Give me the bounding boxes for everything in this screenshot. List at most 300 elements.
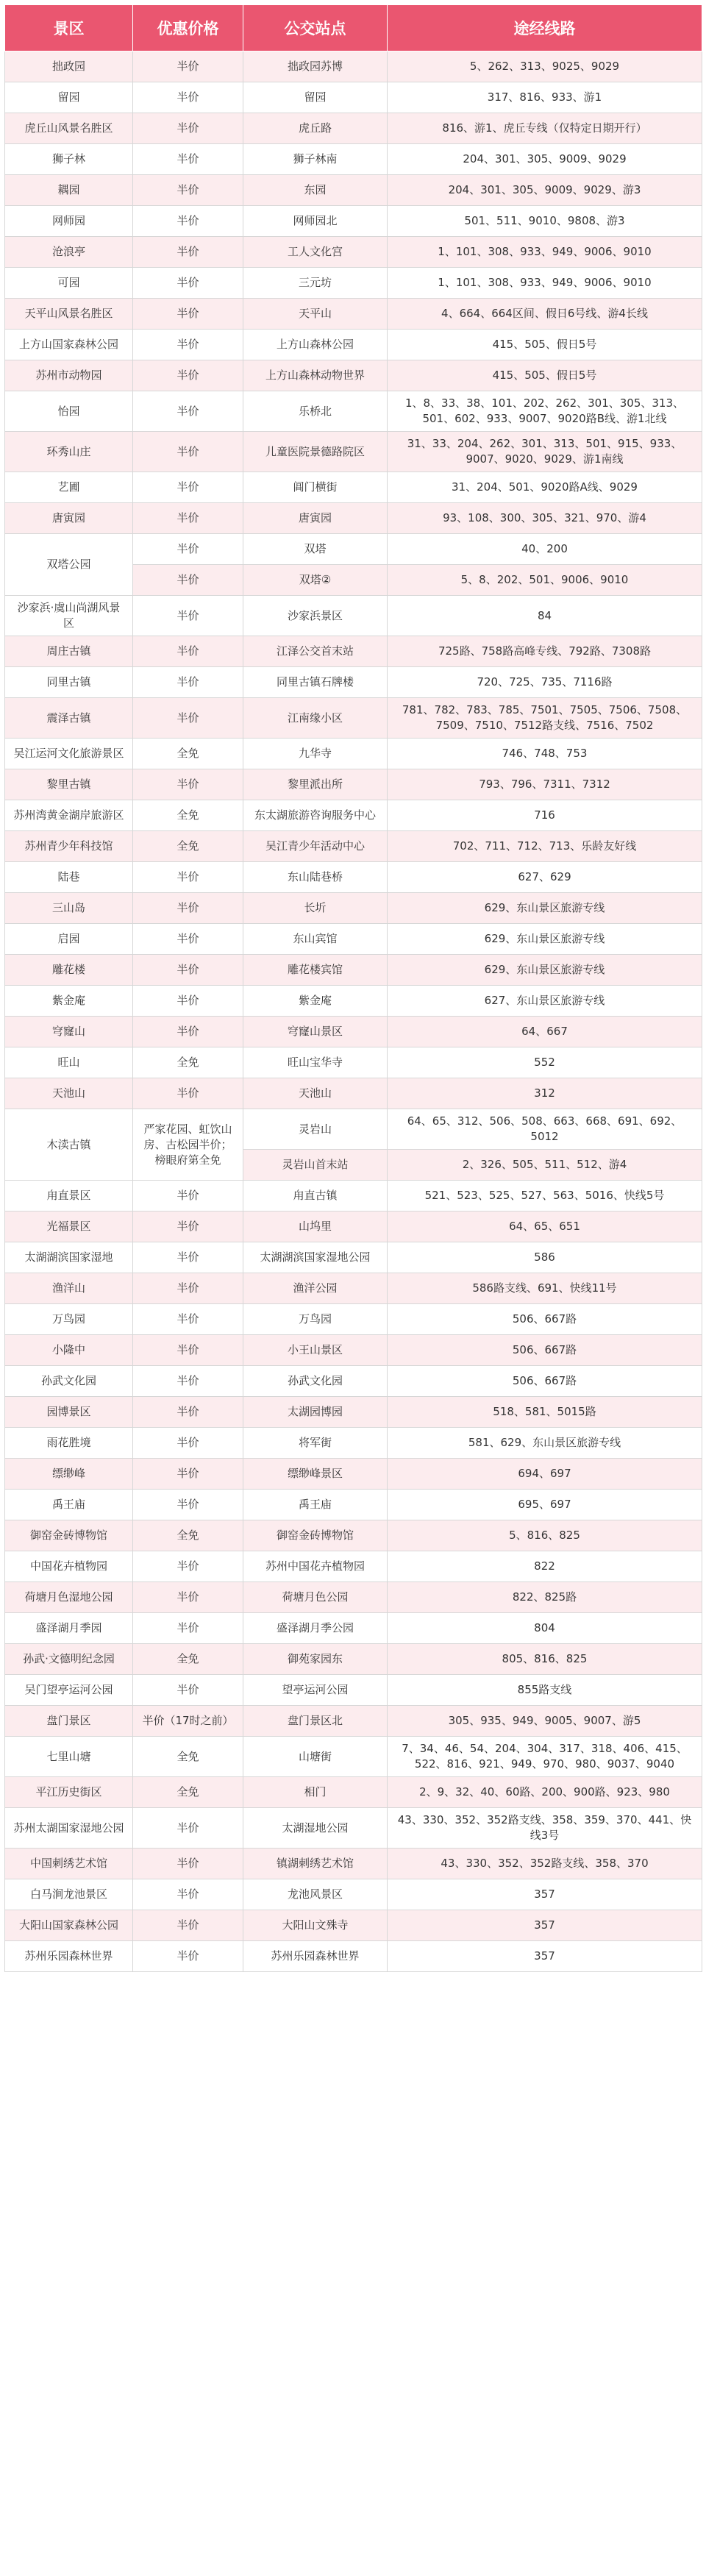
discount: 半价 xyxy=(133,1397,243,1428)
attraction-name: 禹王庙 xyxy=(5,1490,133,1520)
attraction-table xyxy=(4,4,702,1972)
routes: 627、629 xyxy=(388,862,702,893)
discount: 半价 xyxy=(133,698,243,739)
table-row xyxy=(5,237,702,268)
routes: 781、782、783、785、7501、7505、7506、7508、7509、7510、7512路支线、7516、7502 xyxy=(388,698,702,739)
bus-stop: 吴江青少年活动中心 xyxy=(243,831,388,862)
table-body xyxy=(5,51,702,1972)
table-row xyxy=(5,391,702,432)
attraction-name: 苏州市动物园 xyxy=(5,360,133,391)
routes: 793、796、7311、7312 xyxy=(388,769,702,800)
attraction-name: 苏州青少年科技馆 xyxy=(5,831,133,862)
attraction-name: 吴门望亭运河公园 xyxy=(5,1675,133,1706)
attraction-name: 艺圃 xyxy=(5,472,133,503)
discount: 半价 xyxy=(133,1551,243,1582)
attraction-name: 甪直景区 xyxy=(5,1181,133,1211)
discount: 半价 xyxy=(133,1366,243,1397)
discount: 半价 xyxy=(133,955,243,986)
attraction-name: 缥缈峰 xyxy=(5,1459,133,1490)
discount: 半价 xyxy=(133,360,243,391)
bus-stop: 灵岩山首末站 xyxy=(243,1150,388,1181)
routes: 816、游1、虎丘专线（仅特定日期开行） xyxy=(388,113,702,144)
attraction-name: 拙政园 xyxy=(5,51,133,82)
routes: 31、33、204、262、301、313、501、915、933、9007、9020、9029、游1南线 xyxy=(388,432,702,472)
table-row xyxy=(5,769,702,800)
table-row xyxy=(5,534,702,565)
routes: 7、34、46、54、204、304、317、318、406、415、522、816、921、949、970、980、9037、9040 xyxy=(388,1737,702,1777)
bus-stop: 上方山森林公园 xyxy=(243,330,388,360)
table-row xyxy=(5,739,702,769)
discount: 半价 xyxy=(133,1335,243,1366)
bus-stop: 穹窿山景区 xyxy=(243,1017,388,1047)
bus-stop: 阊门横街 xyxy=(243,472,388,503)
discount: 半价 xyxy=(133,1242,243,1273)
table-row xyxy=(5,955,702,986)
discount: 半价 xyxy=(133,1211,243,1242)
bus-stop: 山坞里 xyxy=(243,1211,388,1242)
bus-stop: 御窑金砖博物馆 xyxy=(243,1520,388,1551)
discount: 全免 xyxy=(133,1644,243,1675)
routes: 521、523、525、527、563、5016、快线5号 xyxy=(388,1181,702,1211)
attraction-name: 御窑金砖博物馆 xyxy=(5,1520,133,1551)
discount: 严家花园、虹饮山房、古松园半价；榜眼府第全免 xyxy=(133,1109,243,1181)
attraction-name: 孙武文化园 xyxy=(5,1366,133,1397)
attraction-name: 震泽古镇 xyxy=(5,698,133,739)
attraction-name: 中国花卉植物园 xyxy=(5,1551,133,1582)
routes: 720、725、735、7116路 xyxy=(388,667,702,698)
discount: 半价 xyxy=(133,667,243,698)
bus-stop: 镇湖刺绣艺术馆 xyxy=(243,1849,388,1879)
discount: 半价 xyxy=(133,299,243,330)
table-row xyxy=(5,893,702,924)
table-row xyxy=(5,144,702,175)
header-routes: 途经线路 xyxy=(388,5,702,51)
attraction-name: 同里古镇 xyxy=(5,667,133,698)
attraction-name: 盛泽湖月季园 xyxy=(5,1613,133,1644)
table-row xyxy=(5,206,702,237)
discount: 半价 xyxy=(133,1304,243,1335)
table-row xyxy=(5,1582,702,1613)
attraction-name: 黎里古镇 xyxy=(5,769,133,800)
discount: 全免 xyxy=(133,1520,243,1551)
discount: 半价 xyxy=(133,51,243,82)
bus-stop: 留园 xyxy=(243,82,388,113)
routes: 43、330、352、352路支线、358、359、370、441、快线3号 xyxy=(388,1808,702,1849)
table-row xyxy=(5,1490,702,1520)
attraction-name: 唐寅园 xyxy=(5,503,133,534)
table-row xyxy=(5,1551,702,1582)
routes: 1、101、308、933、949、9006、9010 xyxy=(388,237,702,268)
header-discount: 优惠价格 xyxy=(133,5,243,51)
routes: 84 xyxy=(388,596,702,636)
table-row xyxy=(5,1273,702,1304)
bus-stop: 三元坊 xyxy=(243,268,388,299)
table-row xyxy=(5,175,702,206)
bus-stop: 盘门景区北 xyxy=(243,1706,388,1737)
table-row xyxy=(5,1459,702,1490)
discount: 半价 xyxy=(133,1879,243,1910)
routes: 694、697 xyxy=(388,1459,702,1490)
bus-stop: 禹王庙 xyxy=(243,1490,388,1520)
bus-stop: 灵岩山 xyxy=(243,1109,388,1150)
table-row xyxy=(5,1520,702,1551)
routes: 415、505、假日5号 xyxy=(388,330,702,360)
discount: 半价 xyxy=(133,1459,243,1490)
table-row xyxy=(5,1777,702,1808)
attraction-name: 天平山风景名胜区 xyxy=(5,299,133,330)
discount: 全免 xyxy=(133,831,243,862)
discount: 半价（17时之前） xyxy=(133,1706,243,1737)
attraction-name: 网师园 xyxy=(5,206,133,237)
table-row xyxy=(5,1017,702,1047)
bus-stop: 苏州乐园森林世界 xyxy=(243,1941,388,1972)
bus-stop: 东太湖旅游咨询服务中心 xyxy=(243,800,388,831)
table-row xyxy=(5,1428,702,1459)
attraction-name: 周庄古镇 xyxy=(5,636,133,667)
table-container xyxy=(4,4,702,1972)
bus-stop: 长圻 xyxy=(243,893,388,924)
table-row xyxy=(5,1366,702,1397)
discount: 半价 xyxy=(133,82,243,113)
routes: 93、108、300、305、321、970、游4 xyxy=(388,503,702,534)
attraction-name: 白马涧龙池景区 xyxy=(5,1879,133,1910)
bus-stop: 万鸟园 xyxy=(243,1304,388,1335)
bus-stop: 双塔 xyxy=(243,534,388,565)
table-row xyxy=(5,831,702,862)
routes: 312 xyxy=(388,1078,702,1109)
discount: 半价 xyxy=(133,1941,243,1972)
header-bus-stop: 公交站点 xyxy=(243,5,388,51)
discount: 半价 xyxy=(133,924,243,955)
routes: 43、330、352、352路支线、358、370 xyxy=(388,1849,702,1879)
discount: 半价 xyxy=(133,862,243,893)
table-row xyxy=(5,1304,702,1335)
bus-stop: 黎里派出所 xyxy=(243,769,388,800)
routes: 695、697 xyxy=(388,1490,702,1520)
discount: 半价 xyxy=(133,986,243,1017)
attraction-name: 启园 xyxy=(5,924,133,955)
routes: 822、825路 xyxy=(388,1582,702,1613)
discount: 半价 xyxy=(133,472,243,503)
attraction-name: 七里山塘 xyxy=(5,1737,133,1777)
bus-stop: 唐寅园 xyxy=(243,503,388,534)
routes: 627、东山景区旅游专线 xyxy=(388,986,702,1017)
attraction-name: 可园 xyxy=(5,268,133,299)
bus-stop: 虎丘路 xyxy=(243,113,388,144)
routes: 629、东山景区旅游专线 xyxy=(388,924,702,955)
table-row xyxy=(5,268,702,299)
discount: 全免 xyxy=(133,800,243,831)
routes: 204、301、305、9009、9029、游3 xyxy=(388,175,702,206)
routes: 804 xyxy=(388,1613,702,1644)
bus-stop: 双塔② xyxy=(243,565,388,596)
attraction-name: 荷塘月色湿地公园 xyxy=(5,1582,133,1613)
attraction-name: 双塔公园 xyxy=(5,534,133,596)
attraction-name: 苏州湾黄金湖岸旅游区 xyxy=(5,800,133,831)
bus-stop: 旺山宝华寺 xyxy=(243,1047,388,1078)
attraction-name: 天池山 xyxy=(5,1078,133,1109)
discount: 半价 xyxy=(133,1273,243,1304)
bus-stop: 太湖湿地公园 xyxy=(243,1808,388,1849)
routes: 1、101、308、933、949、9006、9010 xyxy=(388,268,702,299)
attraction-name: 三山岛 xyxy=(5,893,133,924)
attraction-name: 耦园 xyxy=(5,175,133,206)
table-row xyxy=(5,1335,702,1366)
routes: 822 xyxy=(388,1551,702,1582)
discount: 半价 xyxy=(133,1181,243,1211)
routes: 357 xyxy=(388,1941,702,1972)
table-row xyxy=(5,113,702,144)
table-row xyxy=(5,1242,702,1273)
attraction-name: 吴江运河文化旅游景区 xyxy=(5,739,133,769)
attraction-name: 木渎古镇 xyxy=(5,1109,133,1181)
bus-stop: 江南缘小区 xyxy=(243,698,388,739)
bus-stop: 太湖湖滨国家湿地公园 xyxy=(243,1242,388,1273)
attraction-name: 万鸟园 xyxy=(5,1304,133,1335)
discount: 半价 xyxy=(133,1582,243,1613)
bus-stop: 网师园北 xyxy=(243,206,388,237)
routes: 64、65、651 xyxy=(388,1211,702,1242)
bus-stop: 龙池风景区 xyxy=(243,1879,388,1910)
attraction-name: 上方山国家森林公园 xyxy=(5,330,133,360)
bus-stop: 紫金庵 xyxy=(243,986,388,1017)
table-row xyxy=(5,1706,702,1737)
bus-stop: 东园 xyxy=(243,175,388,206)
discount: 半价 xyxy=(133,1017,243,1047)
routes: 855路支线 xyxy=(388,1675,702,1706)
bus-stop: 盛泽湖月季公园 xyxy=(243,1613,388,1644)
routes: 415、505、假日5号 xyxy=(388,360,702,391)
attraction-name: 苏州乐园森林世界 xyxy=(5,1941,133,1972)
table-row xyxy=(5,1047,702,1078)
bus-stop: 上方山森林动物世界 xyxy=(243,360,388,391)
header-attraction: 景区 xyxy=(5,5,133,51)
routes: 506、667路 xyxy=(388,1335,702,1366)
table-row xyxy=(5,1211,702,1242)
routes: 40、200 xyxy=(388,534,702,565)
table-row xyxy=(5,432,702,472)
table-row xyxy=(5,636,702,667)
routes: 702、711、712、713、乐龄友好线 xyxy=(388,831,702,862)
table-row xyxy=(5,82,702,113)
attraction-name: 虎丘山风景名胜区 xyxy=(5,113,133,144)
discount: 半价 xyxy=(133,175,243,206)
discount: 半价 xyxy=(133,330,243,360)
attraction-name: 狮子林 xyxy=(5,144,133,175)
routes: 64、667 xyxy=(388,1017,702,1047)
bus-stop: 雕花楼宾馆 xyxy=(243,955,388,986)
routes: 4、664、664区间、假日6号线、游4长线 xyxy=(388,299,702,330)
discount: 半价 xyxy=(133,1675,243,1706)
table-row xyxy=(5,1109,702,1150)
table-row xyxy=(5,472,702,503)
table-row xyxy=(5,698,702,739)
routes: 317、816、933、游1 xyxy=(388,82,702,113)
discount: 全免 xyxy=(133,1777,243,1808)
bus-stop: 东山宾馆 xyxy=(243,924,388,955)
attraction-name: 盘门景区 xyxy=(5,1706,133,1737)
attraction-name: 沧浪亭 xyxy=(5,237,133,268)
routes: 629、东山景区旅游专线 xyxy=(388,893,702,924)
attraction-name: 苏州太湖国家湿地公园 xyxy=(5,1808,133,1849)
bus-stop: 江泽公交首末站 xyxy=(243,636,388,667)
bus-stop: 天平山 xyxy=(243,299,388,330)
bus-stop: 御苑家园东 xyxy=(243,1644,388,1675)
attraction-name: 渔洋山 xyxy=(5,1273,133,1304)
table-row xyxy=(5,1941,702,1972)
table-row xyxy=(5,1613,702,1644)
table-row xyxy=(5,1644,702,1675)
routes: 716 xyxy=(388,800,702,831)
bus-stop: 渔洋公园 xyxy=(243,1273,388,1304)
discount: 半价 xyxy=(133,769,243,800)
table-row xyxy=(5,1808,702,1849)
bus-stop: 孙武文化园 xyxy=(243,1366,388,1397)
table-row xyxy=(5,360,702,391)
routes: 805、816、825 xyxy=(388,1644,702,1675)
routes: 746、748、753 xyxy=(388,739,702,769)
routes: 64、65、312、506、508、663、668、691、692、5012 xyxy=(388,1109,702,1150)
routes: 305、935、949、9005、9007、游5 xyxy=(388,1706,702,1737)
routes: 31、204、501、9020路A线、9029 xyxy=(388,472,702,503)
routes: 5、816、825 xyxy=(388,1520,702,1551)
routes: 2、9、32、40、60路、200、900路、923、980 xyxy=(388,1777,702,1808)
discount: 半价 xyxy=(133,1078,243,1109)
discount: 半价 xyxy=(133,113,243,144)
table-row xyxy=(5,1879,702,1910)
routes: 629、东山景区旅游专线 xyxy=(388,955,702,986)
discount: 半价 xyxy=(133,1808,243,1849)
attraction-name: 怡园 xyxy=(5,391,133,432)
routes: 357 xyxy=(388,1910,702,1941)
table-row xyxy=(5,1849,702,1879)
table-row xyxy=(5,1181,702,1211)
table-row xyxy=(5,299,702,330)
bus-stop: 拙政园苏博 xyxy=(243,51,388,82)
routes: 552 xyxy=(388,1047,702,1078)
routes: 586路支线、691、快线11号 xyxy=(388,1273,702,1304)
table-row xyxy=(5,596,702,636)
discount: 半价 xyxy=(133,206,243,237)
attraction-name: 孙武·文德明纪念园 xyxy=(5,1644,133,1675)
discount: 半价 xyxy=(133,268,243,299)
discount: 半价 xyxy=(133,565,243,596)
bus-stop: 望亭运河公园 xyxy=(243,1675,388,1706)
attraction-name: 雕花楼 xyxy=(5,955,133,986)
bus-stop: 苏州中国花卉植物园 xyxy=(243,1551,388,1582)
discount: 半价 xyxy=(133,1428,243,1459)
discount: 半价 xyxy=(133,432,243,472)
bus-stop: 山塘街 xyxy=(243,1737,388,1777)
discount: 半价 xyxy=(133,1490,243,1520)
attraction-name: 小隆中 xyxy=(5,1335,133,1366)
header-row xyxy=(5,5,702,51)
discount: 半价 xyxy=(133,1849,243,1879)
discount: 半价 xyxy=(133,237,243,268)
attraction-name: 大阳山国家森林公园 xyxy=(5,1910,133,1941)
discount: 半价 xyxy=(133,144,243,175)
table-row xyxy=(5,330,702,360)
attraction-name: 旺山 xyxy=(5,1047,133,1078)
bus-stop: 乐桥北 xyxy=(243,391,388,432)
routes: 5、8、202、501、9006、9010 xyxy=(388,565,702,596)
bus-stop: 狮子林南 xyxy=(243,144,388,175)
attraction-name: 陆巷 xyxy=(5,862,133,893)
discount: 半价 xyxy=(133,391,243,432)
discount: 全免 xyxy=(133,1047,243,1078)
bus-stop: 小王山景区 xyxy=(243,1335,388,1366)
bus-stop: 天池山 xyxy=(243,1078,388,1109)
routes: 357 xyxy=(388,1879,702,1910)
table-row xyxy=(5,51,702,82)
bus-stop: 将军街 xyxy=(243,1428,388,1459)
bus-stop: 相门 xyxy=(243,1777,388,1808)
discount: 半价 xyxy=(133,1613,243,1644)
attraction-name: 穹窿山 xyxy=(5,1017,133,1047)
table-row xyxy=(5,1397,702,1428)
discount: 半价 xyxy=(133,503,243,534)
routes: 581、629、东山景区旅游专线 xyxy=(388,1428,702,1459)
table-row xyxy=(5,862,702,893)
bus-stop: 太湖园博园 xyxy=(243,1397,388,1428)
routes: 506、667路 xyxy=(388,1366,702,1397)
attraction-name: 留园 xyxy=(5,82,133,113)
attraction-name: 太湖湖滨国家湿地 xyxy=(5,1242,133,1273)
attraction-name: 中国刺绣艺术馆 xyxy=(5,1849,133,1879)
table-row xyxy=(5,924,702,955)
discount: 半价 xyxy=(133,893,243,924)
table-row xyxy=(5,1737,702,1777)
bus-stop: 缥缈峰景区 xyxy=(243,1459,388,1490)
routes: 2、326、505、511、512、游4 xyxy=(388,1150,702,1181)
bus-stop: 荷塘月色公园 xyxy=(243,1582,388,1613)
attraction-name: 环秀山庄 xyxy=(5,432,133,472)
routes: 586 xyxy=(388,1242,702,1273)
attraction-name: 紫金庵 xyxy=(5,986,133,1017)
attraction-name: 平江历史街区 xyxy=(5,1777,133,1808)
table-row xyxy=(5,1078,702,1109)
table-row xyxy=(5,1675,702,1706)
discount: 半价 xyxy=(133,636,243,667)
routes: 5、262、313、9025、9029 xyxy=(388,51,702,82)
discount: 半价 xyxy=(133,596,243,636)
bus-stop: 大阳山文殊寺 xyxy=(243,1910,388,1941)
attraction-name: 园博景区 xyxy=(5,1397,133,1428)
routes: 506、667路 xyxy=(388,1304,702,1335)
discount: 全免 xyxy=(133,1737,243,1777)
attraction-name: 光福景区 xyxy=(5,1211,133,1242)
bus-stop: 儿童医院景德路院区 xyxy=(243,432,388,472)
discount: 半价 xyxy=(133,1910,243,1941)
table-row xyxy=(5,503,702,534)
table-row xyxy=(5,800,702,831)
table-row xyxy=(5,667,702,698)
routes: 501、511、9010、9808、游3 xyxy=(388,206,702,237)
routes: 204、301、305、9009、9029 xyxy=(388,144,702,175)
routes: 518、581、5015路 xyxy=(388,1397,702,1428)
bus-stop: 工人文化宫 xyxy=(243,237,388,268)
bus-stop: 甪直古镇 xyxy=(243,1181,388,1211)
discount: 半价 xyxy=(133,534,243,565)
bus-stop: 东山陆巷桥 xyxy=(243,862,388,893)
table-row xyxy=(5,986,702,1017)
routes: 1、8、33、38、101、202、262、301、305、313、501、602、933、9007、9020路B线、游1北线 xyxy=(388,391,702,432)
table-row xyxy=(5,1910,702,1941)
bus-stop: 同里古镇石牌楼 xyxy=(243,667,388,698)
attraction-name: 雨花胜境 xyxy=(5,1428,133,1459)
attraction-name: 沙家浜·虞山尚湖风景区 xyxy=(5,596,133,636)
bus-stop: 九华寺 xyxy=(243,739,388,769)
